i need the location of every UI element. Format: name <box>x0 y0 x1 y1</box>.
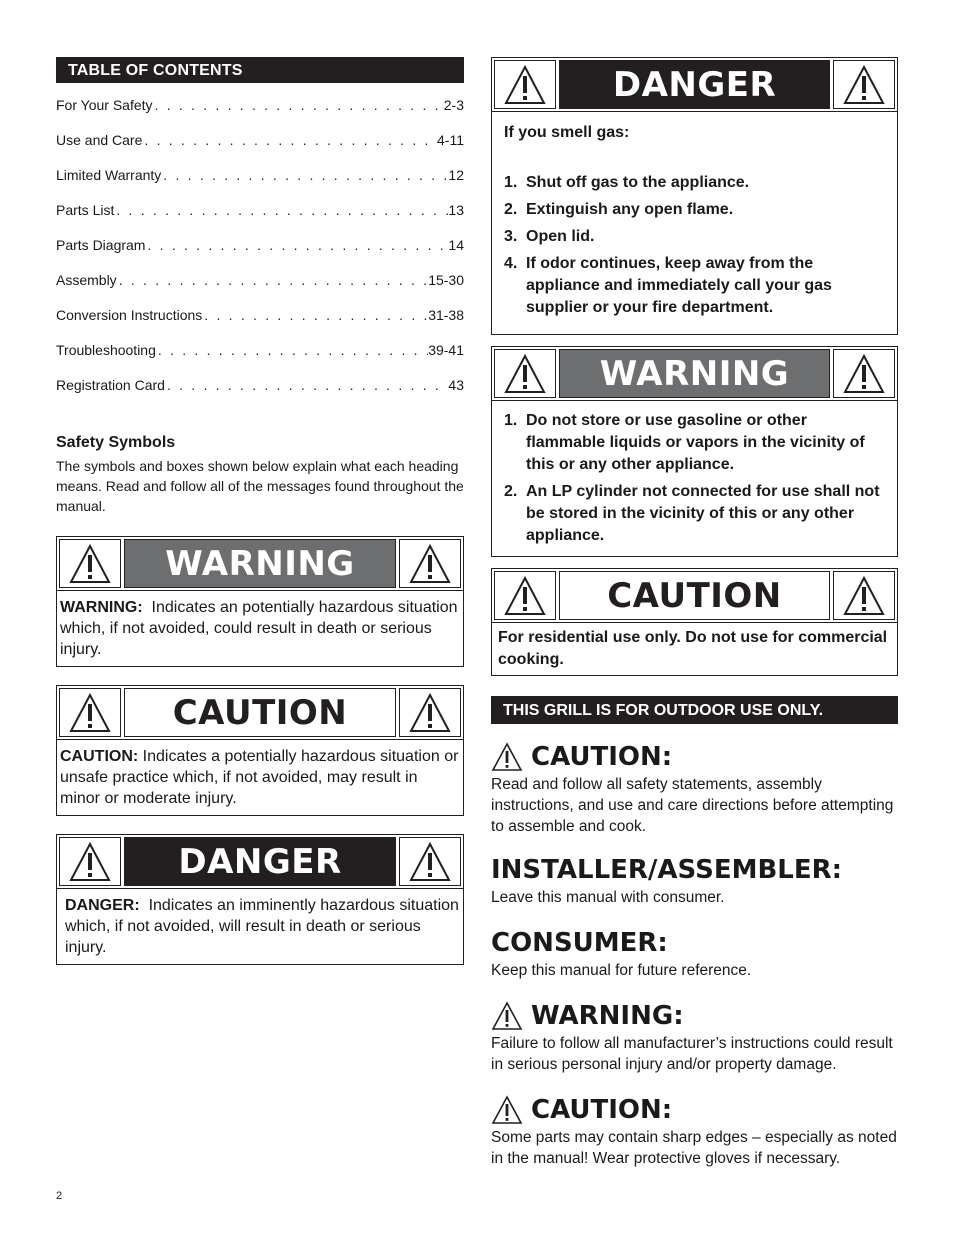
signal-word-warning: WARNING <box>559 349 830 398</box>
gas-danger-panel <box>491 57 898 335</box>
warning-triangle-icon <box>842 64 886 106</box>
signal-word-caution: CAUTION <box>559 571 830 620</box>
toc-entry[interactable]: Limited Warranty . . . 12 <box>56 167 464 202</box>
caution-panel <box>56 685 464 816</box>
right-column <box>491 57 898 1169</box>
notice-installer: INSTALLER/ASSEMBLER: Leave this manual with consumer. <box>491 855 843 906</box>
notice-caution: CAUTION: Read and follow all safety statements, assembly instructions, and use and care directions before attempting to assemble and cook. <box>491 742 894 835</box>
warning-triangle-icon <box>842 353 886 395</box>
list-item: 2. An LP cylinder not connected for use shall not be stored in the vicinity of this or any other appliance. <box>504 483 880 544</box>
safety-symbols-title: Safety Symbols <box>56 434 176 451</box>
list-item: 3. Open lid. <box>504 228 595 245</box>
gas-intro: If you smell gas: <box>504 124 630 141</box>
toc-entry[interactable]: Use and Care . . . 4-11 <box>56 132 464 167</box>
toc-entry[interactable]: Registration Card . . . 43 <box>56 377 464 412</box>
warning-triangle-icon <box>408 692 452 734</box>
toc-entry[interactable]: Conversion Instructions . . . 31-38 <box>56 307 464 342</box>
list-item: 2. Extinguish any open flame. <box>504 201 734 218</box>
notice-warning: WARNING: Failure to follow all manufacturer’s instructions could result in serious personal injury and/or property damage. <box>491 1001 893 1073</box>
toc-entry[interactable]: For Your Safety . . . 2-3 <box>56 97 464 132</box>
notice-consumer: CONSUMER: Keep this manual for future reference. <box>491 928 752 979</box>
warning-description: WARNING: Indicates an potentially hazardous situation which, if not avoided, could result in death or serious injury. <box>60 599 458 658</box>
residential-caution-panel <box>491 568 898 676</box>
safety-symbols-text: The symbols and boxes shown below explain what each heading means. Read and follow all of the messages found throughout the manual. <box>56 458 464 514</box>
toc-list <box>56 97 464 412</box>
danger-description: DANGER: Indicates an imminently hazardous situation which, if not avoided, will result in death or serious injury. <box>65 897 459 956</box>
gas-steps <box>504 172 885 319</box>
left-column <box>56 57 464 965</box>
warning-triangle-icon <box>503 353 547 395</box>
list-item: 1. Do not store or use gasoline or other flammable liquids or vapors in the vicinity of this or any other appliance. <box>504 412 865 473</box>
storage-warning-panel <box>491 346 898 557</box>
warning-triangle-icon <box>68 841 112 883</box>
storage-warnings <box>504 410 885 547</box>
page-number: 2 <box>56 1190 63 1202</box>
warning-triangle-icon <box>408 543 452 585</box>
outdoor-notice: THIS GRILL IS FOR OUTDOOR USE ONLY. <box>491 696 898 724</box>
notice-sharp-edges: CAUTION: Some parts may contain sharp edges – especially as noted in the manual! Wear protective gloves if necessary. <box>491 1095 897 1167</box>
warning-triangle-icon <box>68 692 112 734</box>
residential-caution-text: For residential use only. Do not use for commercial cooking. <box>498 629 888 668</box>
signal-word-warning: WARNING <box>124 539 396 588</box>
warning-triangle-icon <box>491 742 523 772</box>
warning-triangle-icon <box>68 543 112 585</box>
warning-triangle-icon <box>491 1001 523 1031</box>
toc-entry[interactable]: Parts List . . . 13 <box>56 202 464 237</box>
signal-word-danger: DANGER <box>124 837 396 886</box>
warning-triangle-icon <box>503 64 547 106</box>
toc-entry[interactable]: Assembly . . . 15-30 <box>56 272 464 307</box>
warning-triangle-icon <box>408 841 452 883</box>
toc-entry[interactable]: Parts Diagram . . . 14 <box>56 237 464 272</box>
signal-word-danger: DANGER <box>559 60 830 109</box>
warning-triangle-icon <box>491 1095 523 1125</box>
warning-triangle-icon <box>842 575 886 617</box>
warning-panel <box>56 536 464 667</box>
list-item: 4. If odor continues, keep away from the appliance and immediately call your gas supplier or your fire department. <box>504 255 832 316</box>
signal-word-caution: CAUTION <box>124 688 396 737</box>
list-item: 1. Shut off gas to the appliance. <box>504 174 750 191</box>
caution-description: CAUTION: Indicates a potentially hazardous situation or unsafe practice which, if not avoided, may result in minor or moderate injury. <box>60 748 459 807</box>
toc-entry[interactable]: Troubleshooting . . . 39-41 <box>56 342 464 377</box>
toc-header: TABLE OF CONTENTS <box>56 57 464 83</box>
danger-panel <box>56 834 464 965</box>
warning-triangle-icon <box>503 575 547 617</box>
